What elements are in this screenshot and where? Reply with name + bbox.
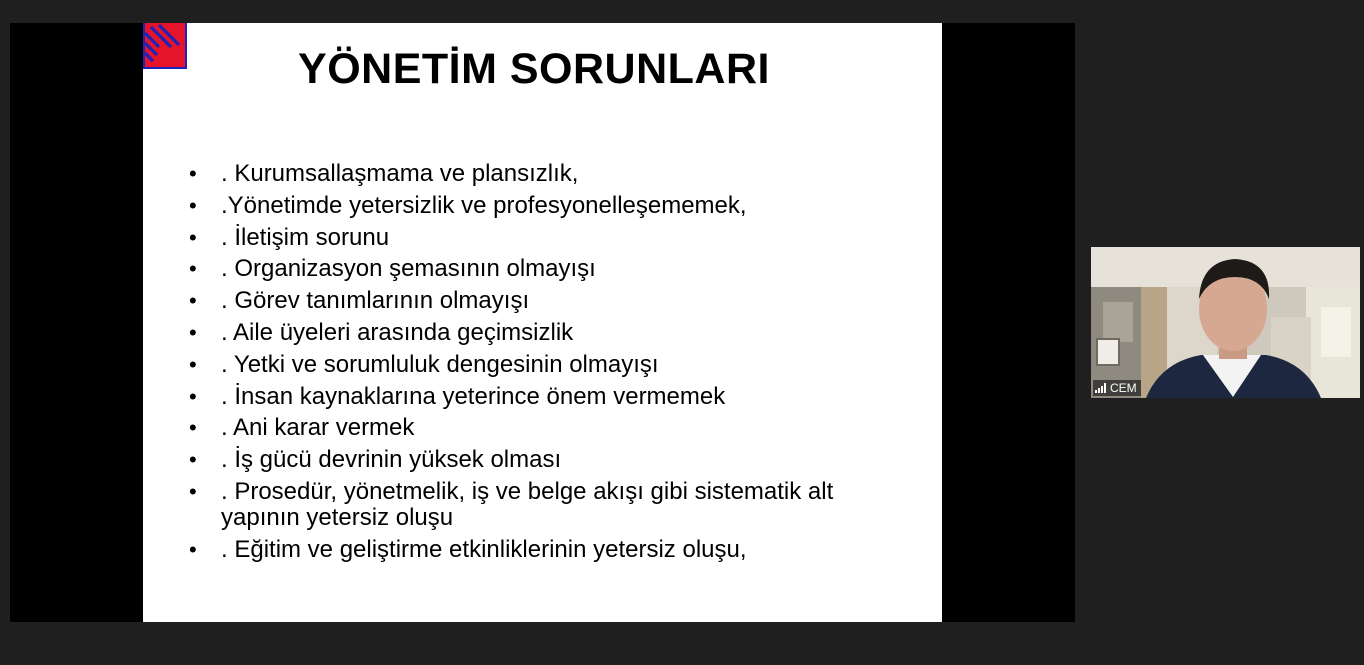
list-item: • . Prosedür, yönetmelik, iş ve belge akışı gibi sistematik alt yapının yetersiz oluşu bbox=[189, 477, 834, 531]
list-item: • . Yetki ve sorumluluk dengesinin olmayışı bbox=[189, 350, 659, 378]
presentation-slide bbox=[143, 23, 942, 622]
bullet-dot: • bbox=[189, 192, 197, 218]
list-item: • . Ani karar vermek bbox=[189, 414, 415, 442]
list-item: • . İletişim sorunu bbox=[189, 223, 390, 251]
bullet-dot: • bbox=[189, 447, 197, 473]
bullet-dot: • bbox=[189, 161, 197, 186]
list-item: • . Görev tanımlarının olmayışı bbox=[189, 287, 530, 315]
list-item: • . Eğitim ve geliştirme etkinliklerinin yetersiz oluşu, bbox=[189, 535, 747, 563]
bullet-dot: • bbox=[189, 351, 197, 377]
bullet-dot: • bbox=[189, 478, 197, 504]
bullet-dot: • bbox=[189, 319, 197, 345]
list-item: • . Aile üyeleri arasında geçimsizlik bbox=[189, 318, 574, 346]
bullet-dot: • bbox=[189, 224, 197, 250]
slide-title: YÖNETİM SORUNLARI bbox=[298, 45, 770, 93]
bullet-list bbox=[189, 161, 909, 569]
participant-video-tile[interactable] bbox=[1091, 247, 1360, 398]
list-item: • . Kurumsallaşmama ve plansızlık, bbox=[189, 160, 579, 187]
screen-share-area bbox=[10, 23, 1075, 622]
signal-bars-icon bbox=[1095, 383, 1106, 393]
bullet-dot: • bbox=[189, 536, 197, 562]
list-item: • . İnsan kaynaklarına yeterince önem vermemek bbox=[189, 382, 726, 410]
list-item: • .Yönetimde yetersizlik ve profesyonelleşememek, bbox=[189, 191, 747, 219]
participant-name: CEM bbox=[1110, 381, 1137, 395]
bullet-dot: • bbox=[189, 383, 197, 409]
bullet-dot: • bbox=[189, 288, 197, 314]
participant-video bbox=[1091, 247, 1360, 398]
list-item: • . Organizasyon şemasının olmayışı bbox=[189, 255, 596, 283]
bullet-dot: • bbox=[189, 256, 197, 282]
bullet-dot: • bbox=[189, 415, 197, 441]
list-item: • . İş gücü devrinin yüksek olması bbox=[189, 446, 562, 474]
participant-name-tag bbox=[1093, 380, 1141, 396]
